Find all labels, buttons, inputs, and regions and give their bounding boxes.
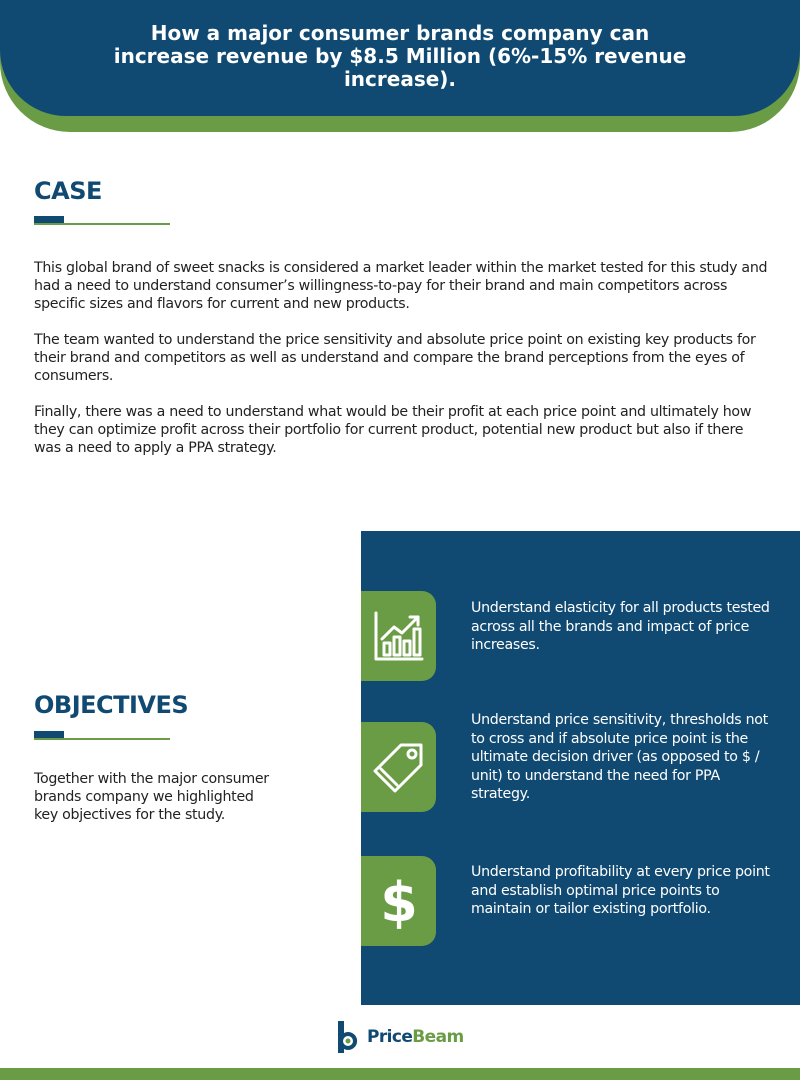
- case-heading-rule: [34, 216, 170, 226]
- objective-1-text: Understand elasticity for all products tested across all the brands and impact of price increases.: [471, 600, 770, 653]
- price-tag-icon: [371, 739, 427, 795]
- case-body: [34, 259, 774, 475]
- case-paragraph-1: This global brand of sweet snacks is considered a market leader within the market tested for this study and had a need to understand consumer’s willingness-to-pay for their brand and main competitors across specific sizes and flavors for current and new products.: [34, 260, 768, 312]
- case-paragraph-3: Finally, there was a need to understand what would be their profit at each price point and ultimately how they can optimize profit across their portfolio for current product, potential new product but also if there was a need to apply a PPA strategy.: [34, 404, 752, 456]
- growth-chart-icon: [372, 609, 426, 663]
- objectives-heading: OBJECTIVES: [34, 691, 189, 719]
- svg-text:$: $: [379, 871, 418, 931]
- objective-2-text: Understand price sensitivity, thresholds not to cross and if absolute price point is the ultimate decision driver (as opposed to $ / unit) to understand the need for PPA strategy.: [471, 712, 768, 802]
- case-paragraph-2: The team wanted to understand the price sensitivity and absolute price point on existing key products for their brand and competitors as well as understand and compare the brand perceptions from the eyes of consumers.: [34, 332, 756, 384]
- page-title: How a major consumer brands company can increase revenue by $8.5 Million (6%-15% revenue increase).: [113, 20, 687, 91]
- objective-1-icon-box: [361, 591, 436, 681]
- pricebeam-logo-icon: [334, 1019, 364, 1055]
- objective-2-icon-box: [361, 722, 436, 812]
- pricebeam-logo: [334, 1019, 464, 1055]
- objectives-intro: Together with the major consumer brands company we highlighted key objectives for the study.: [34, 771, 269, 823]
- footer-bar: [0, 1068, 800, 1080]
- objective-3-text: Understand profitability at every price point and establish optimal price points to maintain or tailor existing portfolio.: [471, 864, 770, 917]
- objective-3-icon-box: [361, 856, 436, 946]
- objectives-heading-rule: [34, 731, 170, 741]
- header-banner: [0, 0, 800, 116]
- dollar-icon: [374, 871, 424, 931]
- pricebeam-logo-text: PriceBeam: [367, 1027, 464, 1047]
- case-heading: CASE: [34, 177, 102, 205]
